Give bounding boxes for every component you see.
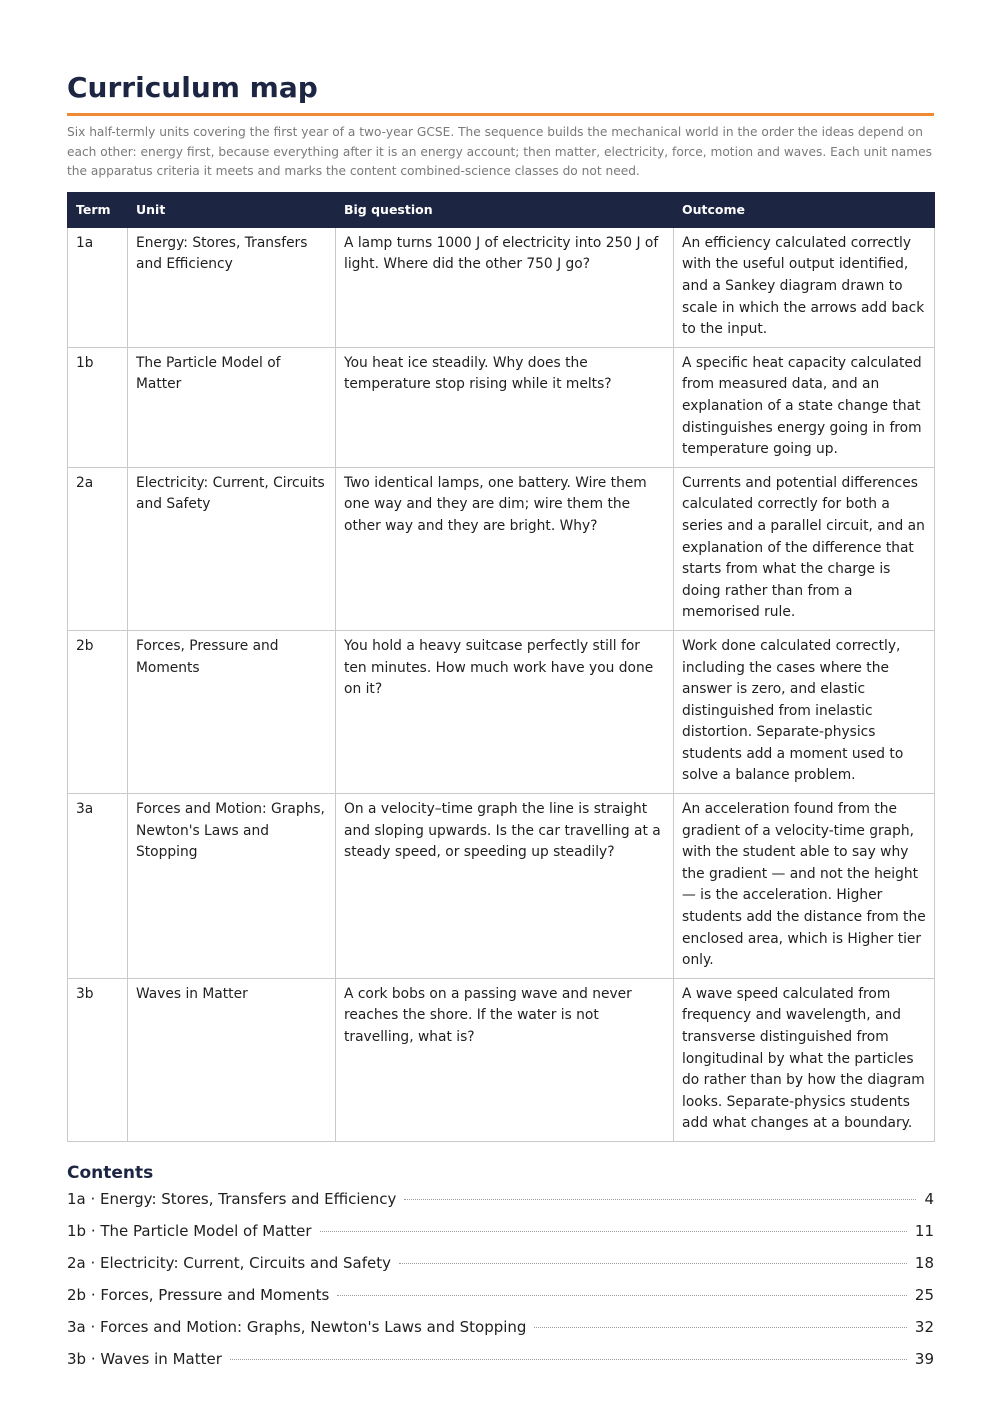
table-row [68, 978, 935, 1141]
table-row [68, 794, 935, 979]
toc-entry-label: 2b · Forces, Pressure and Moments [67, 1285, 330, 1304]
question-cell: On a velocity–time graph the line is straight and sloping upwards. Is the car travelling at a steady speed, or speeding up steadily? [336, 794, 674, 979]
question-cell: You heat ice steadily. Why does the temperature stop rising while it melts? [336, 347, 674, 467]
toc-page-number: 32 [914, 1317, 934, 1336]
page-title: Curriculum map [67, 71, 318, 104]
unit-cell: Forces, Pressure and Moments [128, 630, 336, 793]
toc-entry[interactable] [67, 1286, 934, 1318]
term-cell: 2b [68, 630, 128, 793]
toc-dot-leader [534, 1327, 906, 1328]
toc-dot-leader [320, 1231, 907, 1232]
toc-entry-label: 2a · Electricity: Current, Circuits and Safety [67, 1253, 391, 1272]
outcome-cell: Work done calculated correctly, including the cases where the answer is zero, and elastic distinguished from inelastic distortion. Separate-physics students add a moment used to solve a balance problem. [674, 630, 935, 793]
outcome-cell: Currents and potential differences calculated correctly for both a series and a parallel circuit, and an explanation of the difference that starts from what the charge is doing rather than from a memorised rule. [674, 467, 935, 630]
toc-page-number: 11 [914, 1221, 934, 1240]
toc-entry[interactable] [67, 1350, 934, 1382]
toc-entry[interactable] [67, 1190, 934, 1222]
term-cell: 1b [68, 347, 128, 467]
toc-page-number: 18 [914, 1253, 934, 1272]
curriculum-table [67, 192, 935, 1142]
toc-page-number: 4 [924, 1189, 934, 1208]
unit-cell: Electricity: Current, Circuits and Safety [128, 467, 336, 630]
outcome-cell: A specific heat capacity calculated from measured data, and an explanation of a state change that distinguishes energy going in from temperature going up. [674, 347, 935, 467]
toc-entry[interactable] [67, 1318, 934, 1350]
term-cell: 1a [68, 227, 128, 347]
toc-dot-leader [230, 1359, 907, 1360]
unit-cell: Waves in Matter [128, 978, 336, 1141]
column-header-unit: Unit [128, 192, 336, 227]
table-row [68, 467, 935, 630]
toc-page-number: 39 [914, 1349, 934, 1368]
table-header-row [68, 192, 935, 227]
outcome-cell: An acceleration found from the gradient of a velocity-time graph, with the student able to say why the gradient — and not the height — is the acceleration. Higher students add the distance from the enclosed area, which is Higher tier only. [674, 794, 935, 979]
title-underline-rule [67, 113, 934, 116]
unit-cell: The Particle Model of Matter [128, 347, 336, 467]
question-cell: A cork bobs on a passing wave and never reaches the shore. If the water is not travelling, what is? [336, 978, 674, 1141]
question-cell: A lamp turns 1000 J of electricity into 250 J of light. Where did the other 750 J go? [336, 227, 674, 347]
toc-entry-label: 3a · Forces and Motion: Graphs, Newton's Laws and Stopping [67, 1317, 527, 1336]
table-row [68, 347, 935, 467]
table-row [68, 227, 935, 347]
toc-entry-label: 1b · The Particle Model of Matter [67, 1221, 312, 1240]
outcome-cell: An efficiency calculated correctly with the useful output identified, and a Sankey diagram drawn to scale in which the arrows add back to the input. [674, 227, 935, 347]
table-row [68, 630, 935, 793]
column-header-outcome: Outcome [674, 192, 935, 227]
toc-dot-leader [399, 1263, 907, 1264]
toc-dot-leader [337, 1295, 907, 1296]
toc-entry-label: 1a · Energy: Stores, Transfers and Efficiency [67, 1189, 397, 1208]
toc-dot-leader [404, 1199, 916, 1200]
question-cell: Two identical lamps, one battery. Wire them one way and they are dim; wire them the other way and they are bright. Why? [336, 467, 674, 630]
unit-cell: Forces and Motion: Graphs, Newton's Laws and Stopping [128, 794, 336, 979]
toc-entry[interactable] [67, 1254, 934, 1286]
column-header-term: Term [68, 192, 128, 227]
outcome-cell: A wave speed calculated from frequency and wavelength, and transverse distinguished from longitudinal by what the particles do rather than by how the diagram looks. Separate-physics students add what changes at a boundary. [674, 978, 935, 1141]
term-cell: 3a [68, 794, 128, 979]
toc-page-number: 25 [914, 1285, 934, 1304]
toc-entry[interactable] [67, 1222, 934, 1254]
intro-paragraph: Six half-termly units covering the first year of a two-year GCSE. The sequence builds the mechanical world in the order the ideas depend on each other: energy first, because everything after it is an energy account; then matter, electricity, force, motion and waves. Each unit names the apparatus criteria it meets and marks the content combined-science classes do not need. [67, 125, 932, 179]
term-cell: 2a [68, 467, 128, 630]
table-of-contents [67, 1190, 934, 1382]
toc-entry-label: 3b · Waves in Matter [67, 1349, 222, 1368]
term-cell: 3b [68, 978, 128, 1141]
question-cell: You hold a heavy suitcase perfectly still for ten minutes. How much work have you done on it? [336, 630, 674, 793]
unit-cell: Energy: Stores, Transfers and Efficiency [128, 227, 336, 347]
contents-heading: Contents [67, 1162, 154, 1183]
column-header-big-question: Big question [336, 192, 674, 227]
